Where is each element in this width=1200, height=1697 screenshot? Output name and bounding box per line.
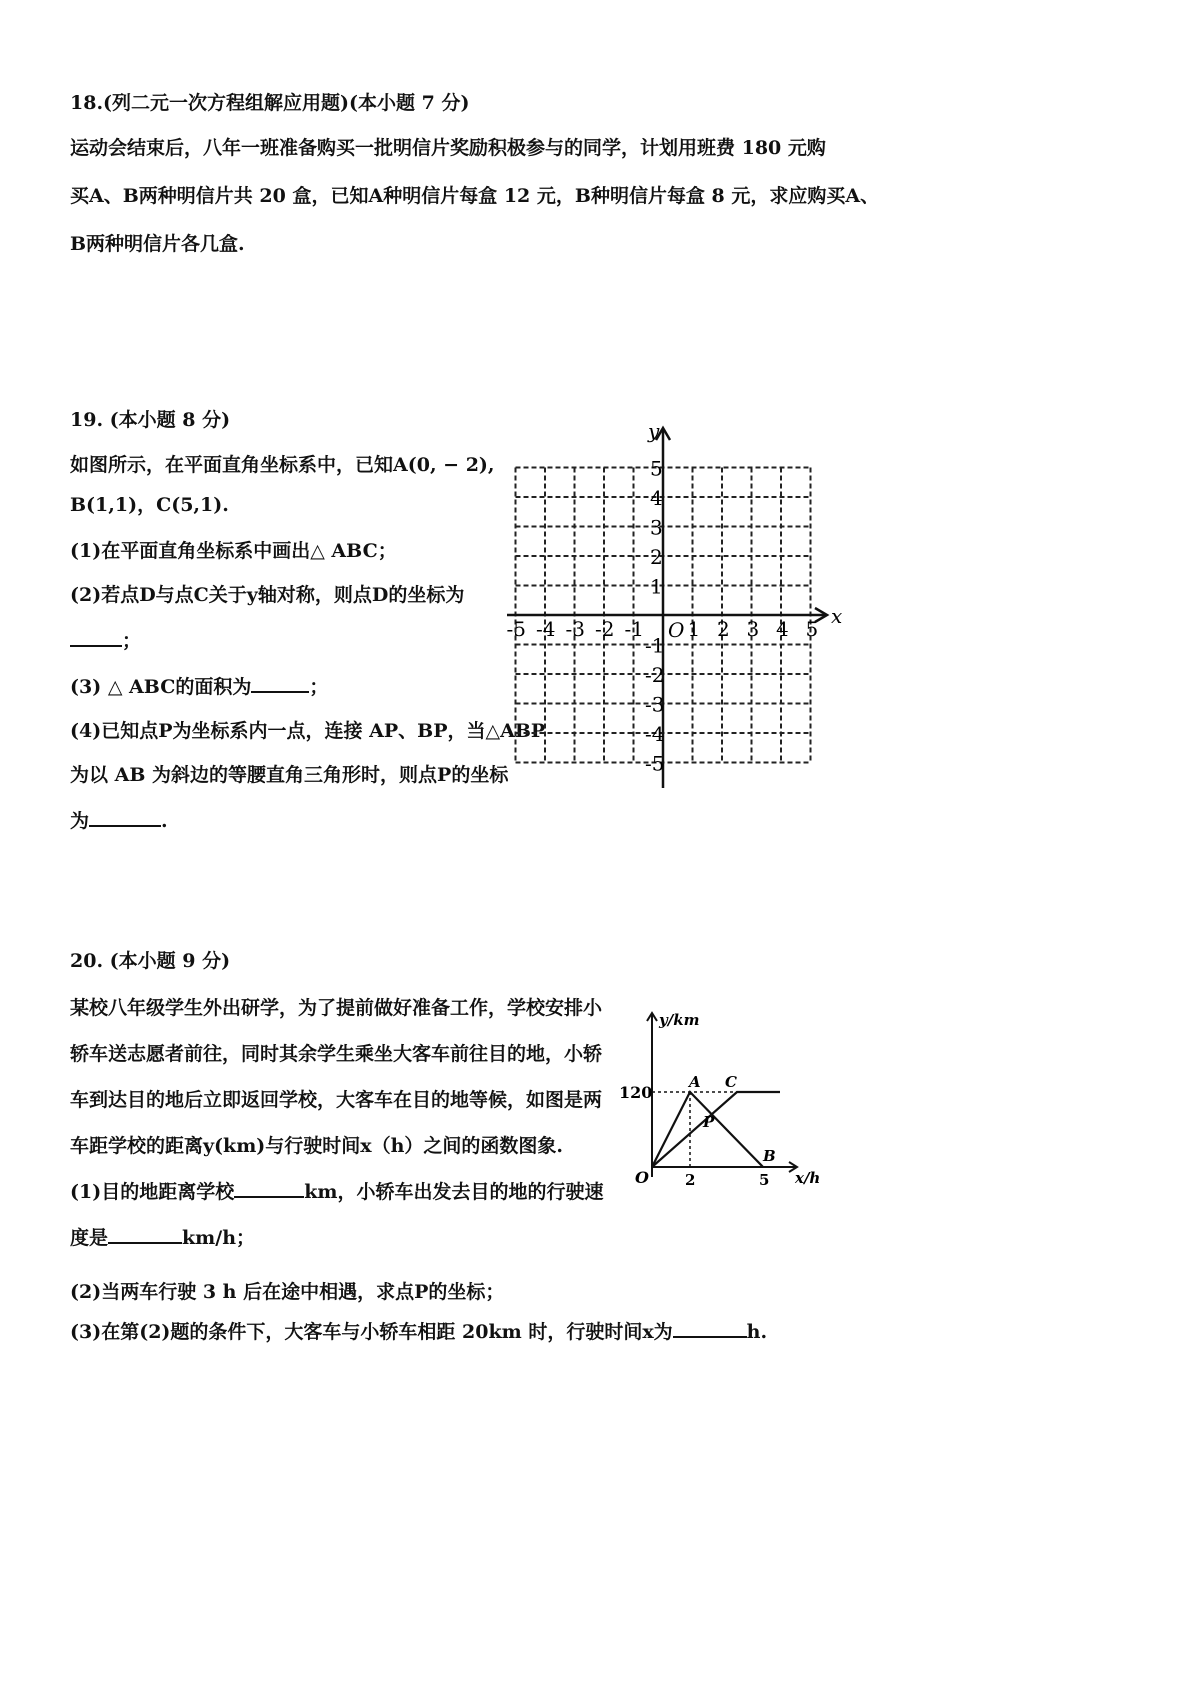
answer-blank[interactable] [234,1176,304,1198]
q20-text: (3)在第(2)题的条件下，大客车与小轿车相距 20km 时，行驶时间x为 [70,1321,673,1343]
x-value-label: 5 [759,1171,770,1189]
y-tick-label: 1 [650,574,663,599]
q18-line: 买A、B两种明信片共 20 盒，已知A种明信片每盒 12 元，B种明信片每盒 8 元，求应购买A、 [70,185,880,207]
q19-text: (2)若点D与点C关于y轴对称，则点D的坐标为 [70,584,465,606]
y-tick-label: 4 [650,486,663,510]
y-tick-label: -2 [645,663,665,687]
answer-blank[interactable] [89,805,161,827]
x-axis-label: x/h [795,1169,821,1187]
q19-body [70,445,546,845]
x-tick-label: 2 [717,617,730,641]
y-axis-label: y/km [659,1011,700,1029]
x-tick-label: 4 [776,617,789,641]
q19-text: (4)已知点P为坐标系内一点，连接 AP、BP，当△ABP [70,720,546,742]
y-value-label: 120 [619,1083,653,1102]
q20-title: 20. (本小题 9 分) [70,950,231,972]
coordinate-grid [505,418,855,798]
y-axis-label: y [648,419,660,443]
q20-blank-line [70,1169,610,1215]
y-tick-label: 5 [650,456,663,481]
q20-text: (2)当两车行驶 3 h 后在途中相遇，求点P的坐标； [70,1281,505,1303]
answer-blank[interactable] [251,671,309,693]
q19-text: (3) △ ABC的面积为 [70,676,252,698]
q20-blank-line [70,1312,767,1352]
question-19 [70,405,230,435]
q19-title: 19. (本小题 8 分) [70,409,231,431]
distance-time-graph [615,1005,830,1190]
q18-title: 18.(列二元一次方程组解应用题)(本小题 7 分) [70,92,470,114]
q20-line: 轿车送志愿者前往，同时其余学生乘坐大客车前往目的地，小轿 [70,1043,603,1065]
q20-line: 车距学校的距离y(km)与行驶时间x（h）之间的函数图象. [70,1135,564,1157]
q19-text: 如图所示，在平面直角坐标系中，已知A(0, − 2), [70,454,495,476]
x-value-label: 2 [685,1171,696,1189]
question-20 [70,946,230,976]
y-tick-label: 3 [650,515,663,540]
x-tick-label: -5 [506,617,526,641]
point-label-p: P [703,1113,715,1131]
q19-text: . [161,810,168,832]
point-label-c: C [725,1073,737,1091]
q20-text: (1)目的地距离学校 [70,1181,235,1203]
x-axis-label: x [831,604,843,628]
q19-text: ； [309,676,329,698]
y-tick-label: -4 [645,722,665,746]
answer-blank[interactable] [673,1316,747,1338]
q19-text: (1)在平面直角坐标系中画出△ ABC； [70,540,397,562]
x-tick-label: 3 [746,617,760,641]
q20-text: km/h； [182,1227,256,1249]
q20-text: 度是 [70,1227,109,1249]
q18-line: 运动会结束后，八年一班准备购买一批明信片奖励积极参与的同学，计划用班费 180 元购 [70,137,826,159]
q18-body [70,124,880,268]
x-tick-label: 1 [687,617,701,641]
q19-text: 为 [70,810,90,832]
q20-part2 [70,1272,767,1352]
q19-blank-line [70,797,510,845]
y-tick-label: -3 [645,692,665,717]
x-tick-label: 5 [805,617,819,641]
q19-text: B(1,1)，C(5,1). [70,494,229,516]
q20-blank-line [70,1215,610,1261]
q20-line: 车到达目的地后立即返回学校，大客车在目的地等候，如图是两 [70,1089,603,1111]
origin-label: O [668,618,685,642]
question-18 [70,88,469,118]
x-tick-label: -3 [565,617,585,641]
q18-line: B两种明信片各几盒. [70,233,245,255]
q20-text: h. [746,1321,768,1343]
q19-text: 为以 AB 为斜边的等腰直角三角形时，则点P的坐标 [70,764,509,786]
point-label-a: A [689,1073,701,1091]
y-tick-label: -5 [645,751,665,776]
x-tick-label: -4 [536,617,556,641]
q20-body [70,985,610,1261]
y-tick-label: -1 [645,633,665,658]
q19-blank-line [70,617,510,665]
x-tick-label: -1 [624,617,644,641]
answer-blank[interactable] [108,1222,182,1244]
q20-text: km，小轿车出发去目的地的行驶速 [304,1181,604,1203]
q19-text: ； [122,630,142,652]
q19-blank-line [70,665,510,709]
origin-label: O [635,1168,649,1187]
point-label-b: B [763,1147,776,1165]
q20-line: 某校八年级学生外出研学，为了提前做好准备工作，学校安排小 [70,997,603,1019]
y-tick-label: 2 [650,545,663,569]
answer-blank[interactable] [70,625,122,647]
x-tick-label: -2 [595,617,615,641]
